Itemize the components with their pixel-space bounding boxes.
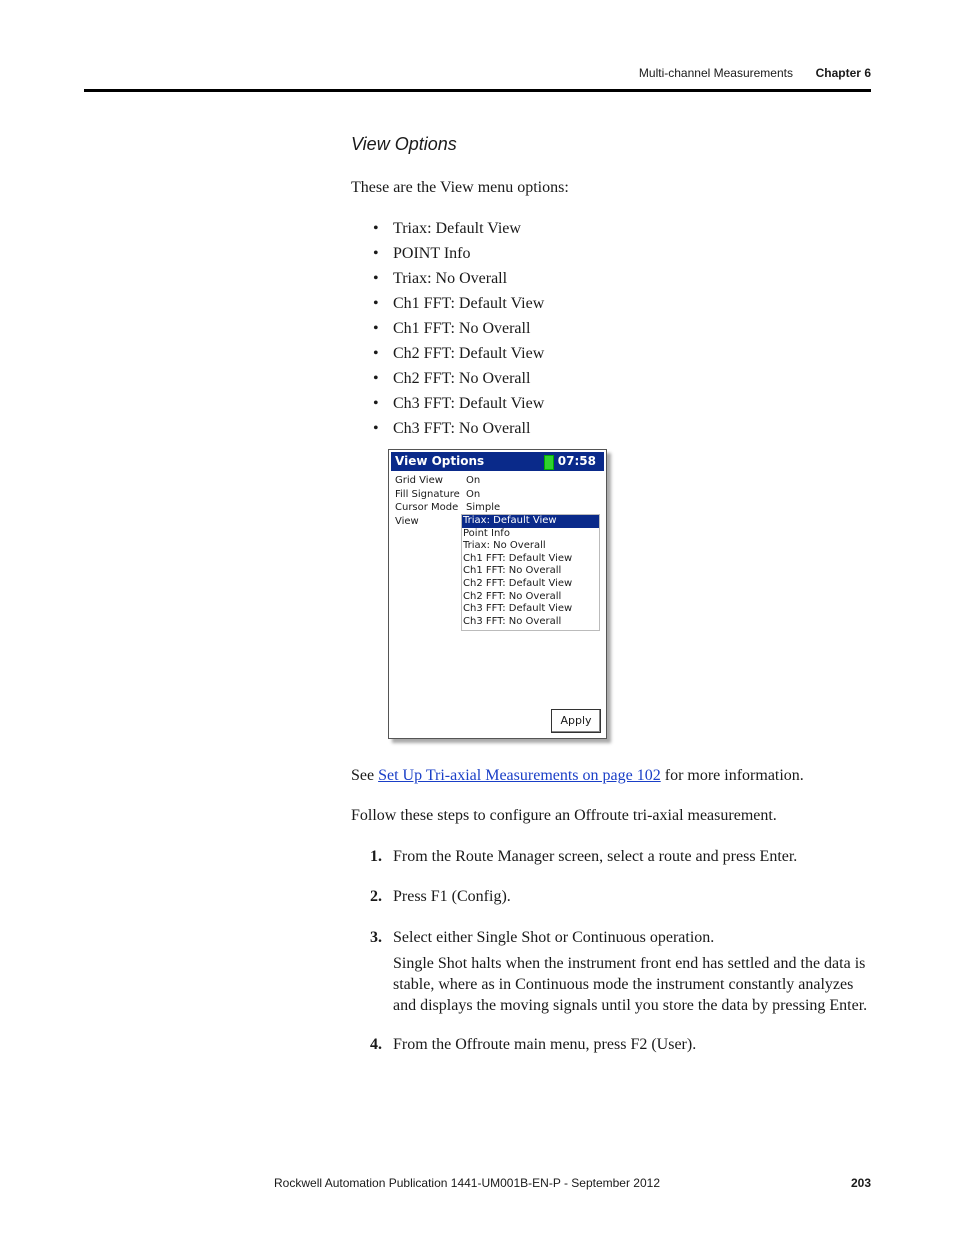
setting-label: Fill Signature [395, 488, 460, 500]
battery-icon [544, 455, 554, 470]
list-item: • POINT Info [373, 243, 544, 268]
header-rule [84, 89, 871, 92]
step-text: Select either Single Shot or Continuous operation. [393, 929, 715, 946]
setting-value: On [466, 488, 481, 500]
page-number: 203 [850, 1176, 871, 1190]
step-number: 1. [370, 848, 382, 865]
setting-row-cursor-mode[interactable] [395, 501, 595, 515]
device-title-bar [391, 452, 604, 471]
view-listbox[interactable] [461, 514, 600, 631]
list-item: • Ch1 FFT: Default View [373, 293, 544, 318]
see-reference [351, 765, 876, 786]
setting-row-grid-view[interactable] [395, 474, 595, 488]
step-text: Press F1 (Config). [393, 888, 511, 905]
section-heading: View Options [351, 134, 457, 154]
setting-row-fill-signature[interactable] [395, 488, 595, 502]
header-section-title: Multi-channel Measurements [638, 66, 793, 80]
page-header [84, 66, 871, 90]
cross-reference-link[interactable]: Set Up Tri-axial Measurements on page 102 [378, 767, 661, 784]
see-suffix: for more information. [660, 767, 804, 784]
apply-button[interactable]: Apply [551, 709, 601, 733]
view-options-list [373, 218, 544, 443]
list-item: • Ch3 FFT: No Overall [373, 418, 544, 443]
publication-id: Rockwell Automation Publication 1441-UM001B-EN-P - September 2012 [274, 1176, 660, 1190]
setting-label: Grid View [395, 475, 443, 486]
step-text: From the Route Manager screen, select a route and press Enter. [393, 848, 798, 865]
step-note: Single Shot halts when the instrument front end has settled and the data is stable, where as in Continuous mode the instrument constantly analyzes and displays the moving signals until you store the data by pressing Enter. [393, 955, 868, 1014]
view-option[interactable]: Triax: No Overall [463, 540, 546, 552]
step-number: 2. [370, 888, 382, 905]
step-number: 3. [370, 929, 382, 946]
view-option[interactable]: Ch1 FFT: No Overall [463, 565, 562, 577]
see-prefix: See [351, 767, 379, 784]
list-item: • Ch1 FFT: No Overall [373, 318, 544, 343]
device-clock: 07:58 [557, 454, 596, 468]
view-option[interactable]: Ch2 FFT: Default View [463, 577, 573, 589]
step-text: From the Offroute main menu, press F2 (User). [393, 1036, 697, 1053]
view-option[interactable]: Point Info [463, 527, 510, 539]
view-option[interactable]: Ch3 FFT: Default View [463, 603, 573, 615]
list-item: • Triax: No Overall [373, 268, 544, 293]
procedure-intro: Follow these steps to configure an Offroute tri-axial measurement. [351, 807, 777, 824]
view-option[interactable]: Ch3 FFT: No Overall [463, 615, 562, 627]
header-chapter: Chapter 6 [815, 66, 871, 80]
setting-value: Simple [466, 502, 501, 513]
setting-value: On [466, 475, 481, 486]
step-number: 4. [370, 1036, 382, 1053]
setting-label: Cursor Mode [395, 502, 459, 513]
device-screenshot [388, 449, 607, 739]
list-item: • Ch2 FFT: No Overall [373, 368, 544, 393]
view-option[interactable]: Ch2 FFT: No Overall [463, 590, 562, 602]
list-item: • Ch2 FFT: Default View [373, 343, 544, 368]
list-item: • Triax: Default View [373, 218, 544, 243]
device-title: View Options [395, 454, 485, 468]
setting-label: View [395, 515, 419, 527]
view-option[interactable]: Ch1 FFT: Default View [463, 552, 573, 564]
view-option-selected[interactable]: Triax: Default View [462, 515, 599, 528]
list-item: • Ch3 FFT: Default View [373, 393, 544, 418]
intro-text: These are the View menu options: [351, 179, 569, 196]
